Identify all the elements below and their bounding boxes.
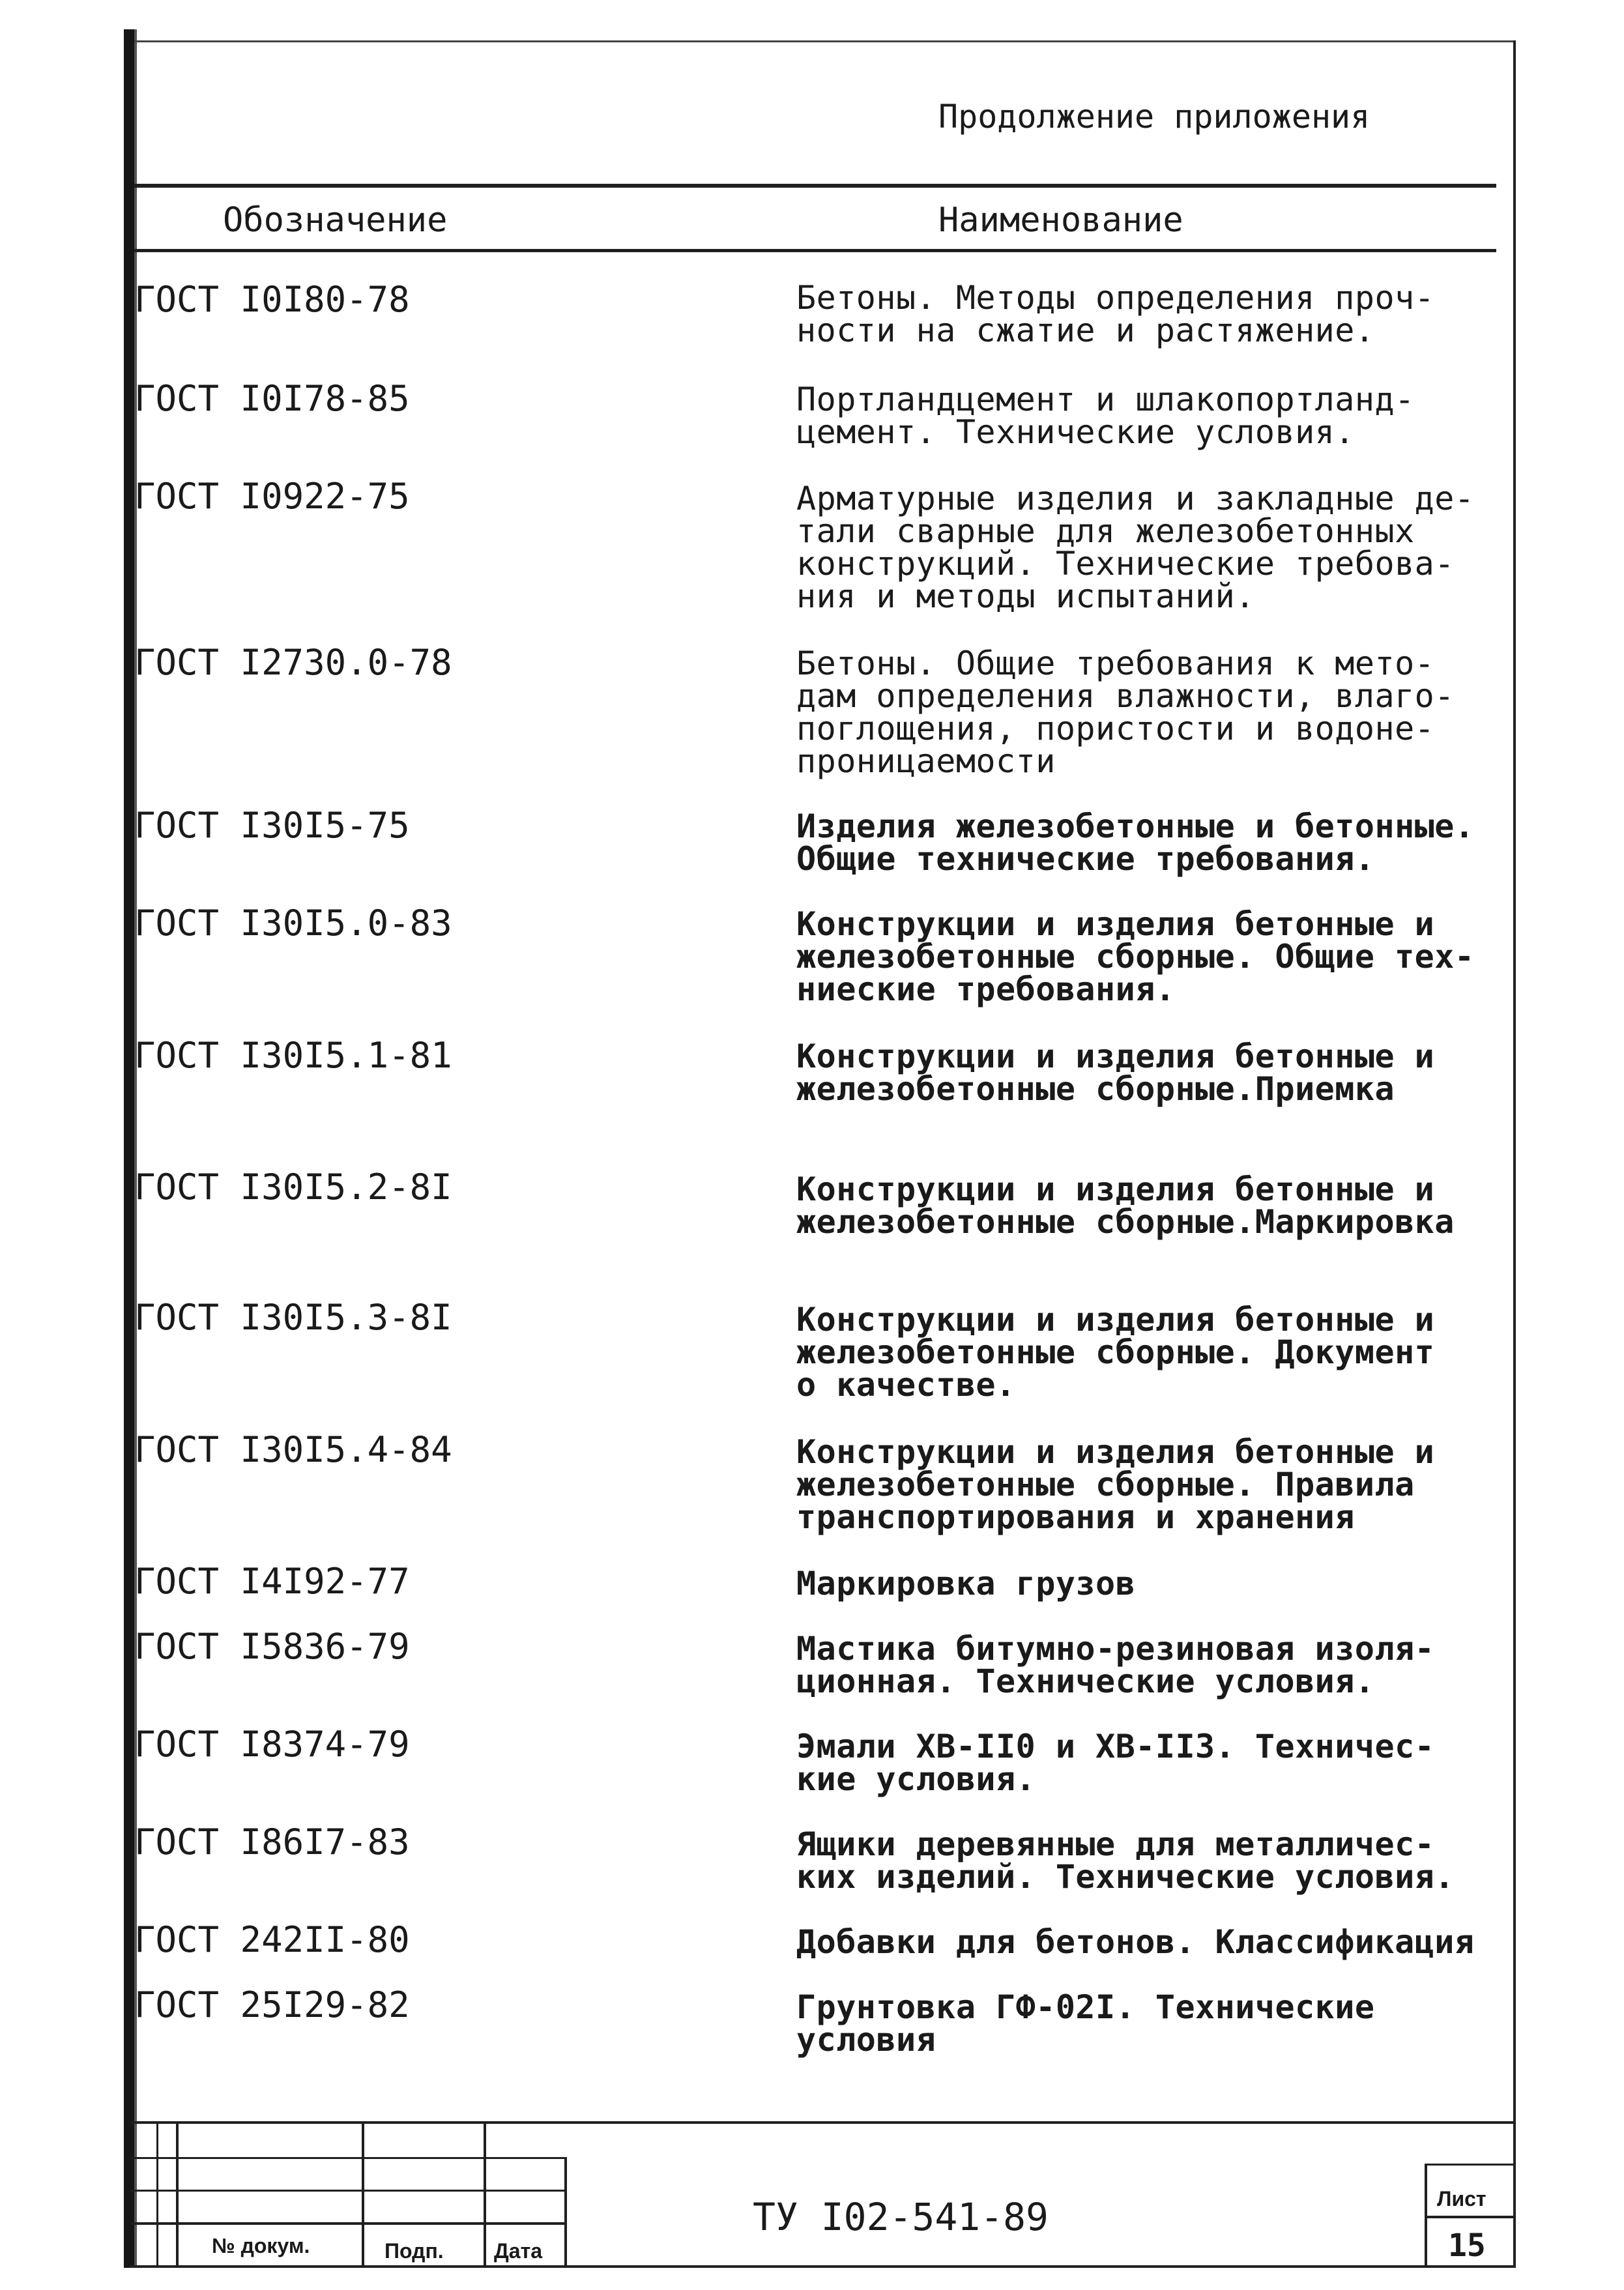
doc-number-label: № докум. [212, 2234, 310, 2257]
row-code: ГОСТ I30I5.3-8I [134, 1297, 452, 1338]
column-header-name: Наименование [938, 201, 1183, 240]
row-code: ГОСТ I30I5.1-81 [134, 1035, 452, 1076]
title-block-grid-line [1425, 2164, 1516, 2166]
table-header-rule [134, 249, 1496, 252]
title-block-grid-line [130, 2157, 567, 2159]
title-block-grid-line [130, 2190, 567, 2192]
row-name: Мастика битумно-резиновая изоля- ционная. Технические условия. [796, 1630, 1435, 1700]
signature-label: Подп. [384, 2239, 444, 2263]
row-name: Конструкции и изделия бетонные и железобетонные сборные.Приемка [796, 1037, 1435, 1108]
row-code: ГОСТ I30I5.0-83 [134, 903, 452, 944]
row-code: ГОСТ I4I92-77 [134, 1561, 410, 1602]
row-code: ГОСТ I0922-75 [134, 476, 410, 517]
row-code: ГОСТ I30I5-75 [134, 805, 410, 846]
column-header-code: Обозначение [223, 201, 448, 240]
row-name: Бетоны. Общие требования к мето- дам определения влажности, влаго- поглощения, пористости и водоне- проницаемости [796, 645, 1455, 780]
row-name: Конструкции и изделия бетонные и железобетонные сборные. Правила транспортирования и хранения [796, 1433, 1435, 1536]
row-name: Добавки для бетонов. Классификация [796, 1923, 1475, 1961]
row-code: ГОСТ I30I5.2-8I [134, 1167, 452, 1208]
row-name: Конструкции и изделия бетонные и железобетонные сборные. Документ о качестве. [796, 1301, 1435, 1404]
row-name: Ящики деревянные для металличес- ких изделий. Технические условия. [796, 1825, 1455, 1896]
date-label: Дата [494, 2239, 543, 2263]
title-block-grid-line [564, 2157, 567, 2268]
row-name: Бетоны. Методы определения проч- ности на сжатие и растяжение. [796, 279, 1435, 349]
row-name: Конструкции и изделия бетонные и железобетонные сборные. Общие тех- ниеские требования. [796, 905, 1475, 1008]
row-code: ГОСТ I0I78-85 [134, 378, 410, 419]
row-name: Грунтовка ГФ-02I. Технические условия [796, 1988, 1375, 2059]
title-block-grid-line [176, 2121, 179, 2268]
document-designation: ТУ I02-541-89 [753, 2195, 1049, 2239]
row-name: Арматурные изделия и закладные де- тали сварные для железобетонных конструкций. Технические требова- ния и методы испытаний. [796, 480, 1475, 615]
row-code: ГОСТ 242II-80 [134, 1919, 410, 1960]
frame-right-border [1513, 40, 1516, 2268]
frame-top-border [134, 40, 1516, 42]
row-name: Конструкции и изделия бетонные и железобетонные сборные.Маркировка [796, 1170, 1455, 1241]
row-name: Маркировка грузов [796, 1565, 1136, 1602]
sheet-number: 15 [1448, 2227, 1486, 2264]
row-code: ГОСТ I8374-79 [134, 1724, 410, 1765]
row-code: ГОСТ I2730.0-78 [134, 642, 452, 683]
title-block-grid-line [362, 2121, 364, 2268]
row-name: Эмали ХВ-II0 и ХВ-II3. Техничес- кие условия. [796, 1728, 1435, 1798]
row-code: ГОСТ 25I29-82 [134, 1984, 410, 2025]
title-block-grid-line [156, 2121, 158, 2268]
continuation-heading: Продолжение приложения [938, 98, 1370, 136]
row-code: ГОСТ I0I80-78 [134, 279, 410, 320]
title-block-top-rule [130, 2121, 1516, 2124]
frame-left-border [124, 29, 134, 2268]
title-block-grid-line [130, 2222, 567, 2225]
row-name: Изделия железобетонные и бетонные. Общие технические требования. [796, 807, 1475, 878]
title-block-grid-line [1425, 2216, 1516, 2218]
row-name: Портландцемент и шлакопортланд- цемент. Технические условия. [796, 381, 1415, 451]
frame-bottom-border [130, 2265, 1516, 2268]
title-block-grid-line [484, 2121, 486, 2268]
row-code: ГОСТ I30I5.4-84 [134, 1429, 452, 1470]
sheet-label: Лист [1437, 2187, 1486, 2210]
row-code: ГОСТ I86I7-83 [134, 1821, 410, 1862]
table-top-rule [134, 184, 1496, 188]
row-code: ГОСТ I5836-79 [134, 1626, 410, 1667]
